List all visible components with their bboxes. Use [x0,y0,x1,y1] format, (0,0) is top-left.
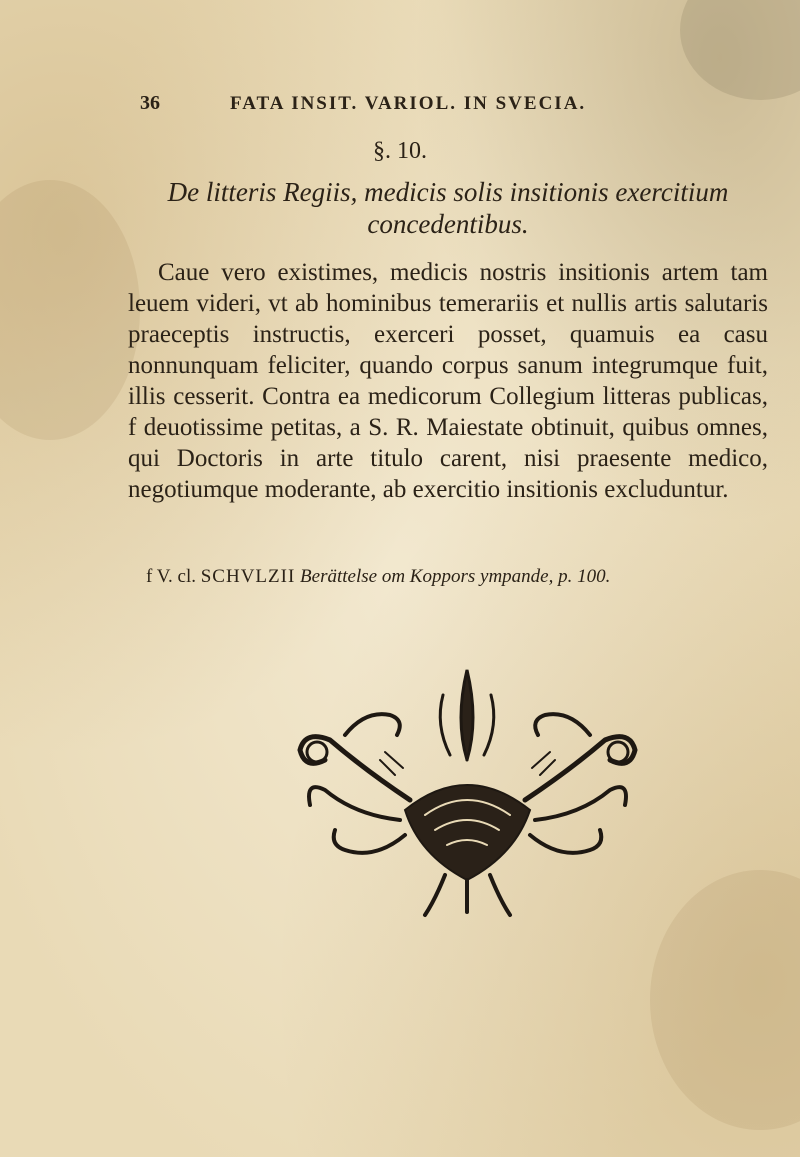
section-title: De litteris Regiis, medicis solis insitionis exercitium concedentibus. [167,177,729,239]
paper-stain [650,870,800,1130]
footnote [146,566,766,588]
footnote-work: Berättelse om Koppors ympande, [300,566,554,587]
footnote-prefix: V. cl. [156,566,196,587]
footnote-page: p. 100. [558,566,611,587]
page-header [140,92,740,115]
section-number: §. 10. [373,138,427,164]
running-title: FATA INSIT. VARIOL. IN SVECIA. [230,93,587,114]
footnote-marker: f [146,566,153,587]
footnote-author: SCHVLZII [200,566,296,587]
paper-stain [680,0,800,100]
floral-tailpiece-icon [285,640,650,920]
body-paragraph: Caue vero existimes, medicis nostris insitionis artem tam leuem videri, vt ab hominibus temerariis et nullis artis salutaris praeceptis instructis, exerceri posset, quamuis ea casu nonnunquam feliciter, quando corpus sanum integrumque fuit, illis cesserit. Contra ea medicorum Collegium litteras publicas, f deuotissime petitas, a S. R. Maiestate obtinuit, quibus omnes, qui Doctoris in arte titulo carent, nisi praesente medico, negotiumque moderante, ab exercitio insitionis excluduntur. [128,259,768,503]
paper-stain [0,180,140,440]
page-number: 36 [140,92,160,114]
